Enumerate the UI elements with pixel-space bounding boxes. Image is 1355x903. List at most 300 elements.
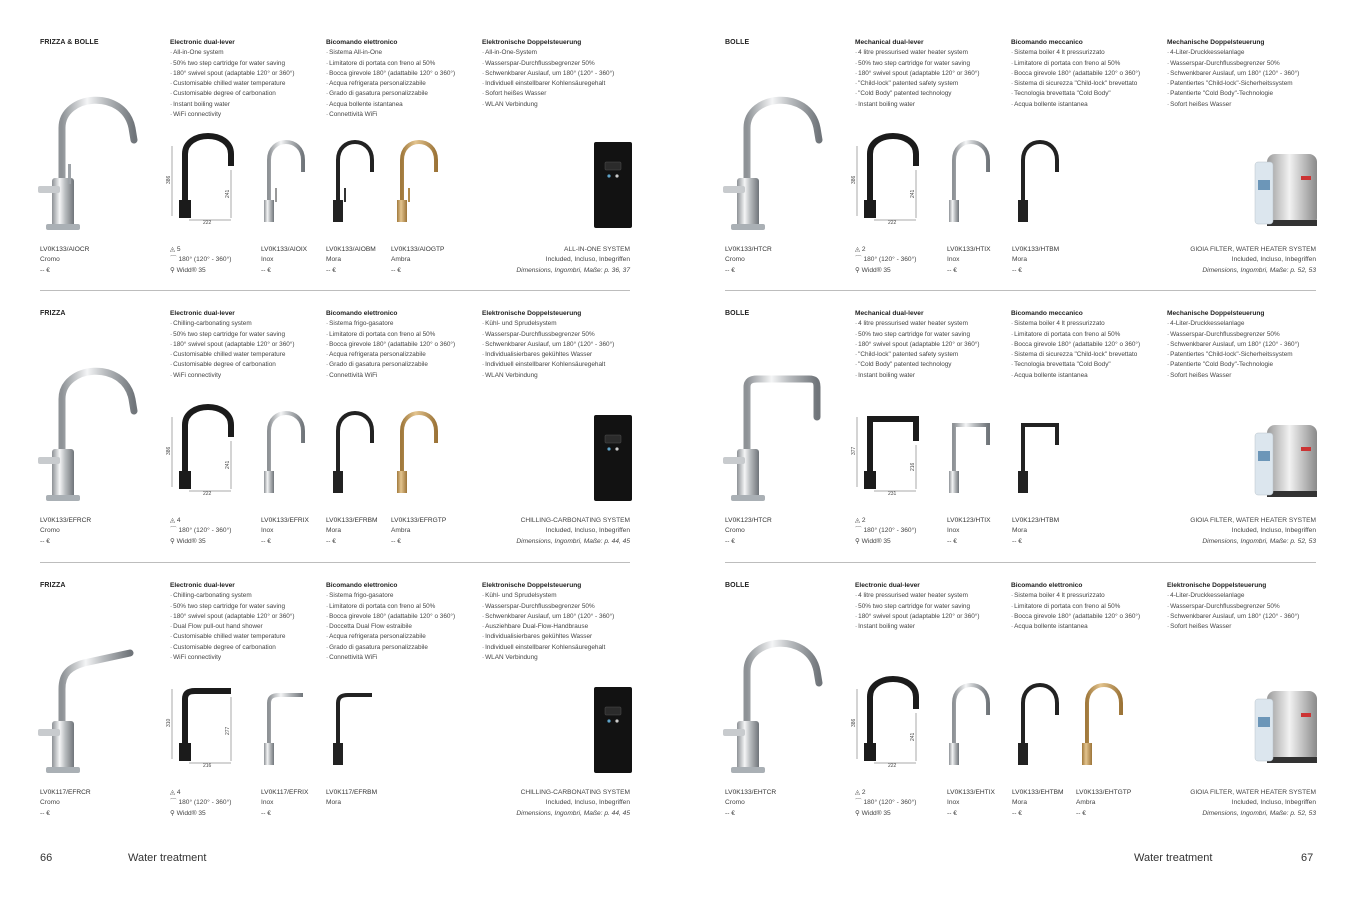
feature-line: · Wasserspar-Durchflussbegrenzer 50% <box>1167 330 1327 340</box>
product-finish: Cromo <box>40 527 60 535</box>
variant-price: -- € <box>391 266 401 274</box>
features-it <box>326 582 486 663</box>
spec-block <box>855 788 916 819</box>
feature-line: · 50% two step cartridge for water saving <box>170 59 330 69</box>
widd-icon: ⚲ <box>855 809 862 817</box>
dimension-drawing <box>167 136 239 228</box>
dimensions-reference: Dimensions, Ingombri, Maße: p. 52, 53 <box>1202 537 1316 545</box>
dimension-drawing <box>852 679 924 771</box>
dim-height: 386 <box>166 175 172 184</box>
feature-line: · Sofort heißes Wasser <box>1167 371 1327 381</box>
dim-spout: 241 <box>910 189 916 198</box>
feature-line: · Ausziehbare Dual-Flow-Handbrause <box>482 622 642 632</box>
feature-line: · 180° swivel spout (adaptable 120° or 360°) <box>170 340 330 350</box>
features-en <box>170 582 330 663</box>
product-code: LV0K123/HTCR <box>725 517 772 524</box>
features-it <box>326 310 486 381</box>
feature-line: · Schwenkbarer Auslauf, um 180° (120° - 360°) <box>482 340 642 350</box>
column-heading: Bicomando elettronico <box>326 582 398 589</box>
variant-image-inox <box>255 411 311 497</box>
feature-line: · Sofort heißes Wasser <box>482 89 642 99</box>
feature-line: · Schwenkbarer Auslauf, um 180° (120° - 360°) <box>1167 69 1327 79</box>
product-section <box>0 271 677 545</box>
chilling-unit-image <box>592 413 634 503</box>
feature-line: · Bocca girevole 180° (adattabile 120° o 360°) <box>1011 69 1171 79</box>
feature-line: · Instant boiling water <box>170 100 330 110</box>
variant-image-inox <box>255 140 311 226</box>
variant-code: LV0K117/EFRBM <box>326 789 378 796</box>
variant-image-mora <box>1009 411 1065 497</box>
product-price: -- € <box>40 537 50 545</box>
feature-line: · Instant boiling water <box>855 371 1015 381</box>
feature-line: · Patentierte "Cold Body"-Technologie <box>1167 89 1327 99</box>
flow-icon: ◬ <box>170 517 177 524</box>
spec-angle: 180° (120° - 360°) <box>178 799 232 807</box>
dim-height: 386 <box>851 718 857 727</box>
system-included: Included, Incluso, Inbegriffen <box>1231 527 1316 535</box>
section-title: BOLLE <box>725 582 750 589</box>
feature-line: · Connettività WiFi <box>326 371 486 381</box>
feature-line: · 180° swivel spout (adaptable 120° or 360°) <box>855 69 1015 79</box>
feature-line: · All-in-One system <box>170 48 330 58</box>
feature-line: · Chilling-carbonating system <box>170 591 330 601</box>
product-price: -- € <box>40 809 50 817</box>
column-heading: Bicomando elettronico <box>326 39 398 46</box>
variant-info <box>947 788 995 819</box>
spec-angle: 180° (120° - 360°) <box>863 527 917 535</box>
spec-angle: 180° (120° - 360°) <box>178 256 232 264</box>
system-name: CHILLING-CARBONATING SYSTEM <box>520 789 630 796</box>
variant-code: LV0K133/HTBM <box>1012 246 1060 253</box>
dim-reach: 222 <box>203 220 212 226</box>
features-de <box>1167 39 1327 110</box>
dim-height: 386 <box>851 175 857 184</box>
feature-line: · Wasserspar-Durchflussbegrenzer 50% <box>1167 59 1327 69</box>
feature-line: · Individuell einstellbarer Kohlensäuregehalt <box>482 79 642 89</box>
feature-line: · Bocca girevole 180° (adattabile 120° o 360°) <box>326 69 486 79</box>
product-finish: Cromo <box>725 256 745 264</box>
product-section <box>0 543 677 817</box>
dim-spout: 277 <box>225 726 231 735</box>
spec-angle: 180° (120° - 360°) <box>178 527 232 535</box>
water-heater-image <box>1251 419 1319 501</box>
variant-code: LV0K133/AIOGTP <box>391 246 445 253</box>
column-heading: Mechanical dual-lever <box>855 310 924 317</box>
system-name: CHILLING-CARBONATING SYSTEM <box>520 517 630 524</box>
variant-price: -- € <box>1012 809 1022 817</box>
variant-finish: Mora <box>1012 256 1028 264</box>
feature-line: · WiFi connectivity <box>170 371 330 381</box>
variant-code: LV0K133/EHTGTP <box>1076 789 1132 796</box>
feature-line: · Limitatore di portata con freno al 50% <box>326 330 486 340</box>
widd-icon: ⚲ <box>170 537 177 545</box>
dim-spout: 216 <box>910 462 916 471</box>
dim-spout: 241 <box>910 732 916 741</box>
feature-line: · "Child-lock" patented safety system <box>855 79 1015 89</box>
variant-code: LV0K133/AIOBM <box>326 246 376 253</box>
system-included: Included, Incluso, Inbegriffen <box>1231 256 1316 264</box>
variant-info <box>1012 788 1064 819</box>
main-faucet-image <box>709 619 829 779</box>
dim-reach: 222 <box>888 763 897 769</box>
dim-height: 310 <box>166 718 172 727</box>
variant-image-inox <box>255 683 311 769</box>
variant-finish: Mora <box>1012 527 1028 535</box>
variant-image-mora <box>1009 140 1065 226</box>
feature-line: · Wasserspar-Durchflussbegrenzer 50% <box>482 602 642 612</box>
variant-finish: Inox <box>947 256 960 264</box>
left-page <box>0 0 677 903</box>
dimension-drawing <box>167 679 239 771</box>
feature-line: · WLAN Verbindung <box>482 653 642 663</box>
feature-line: · 4-Liter-Druckkesselanlage <box>1167 319 1327 329</box>
all-in-one-unit-image <box>592 140 634 230</box>
product-code: LV0K133/EFRCR <box>40 517 92 524</box>
widd-icon: ⚲ <box>170 809 177 817</box>
variant-price: -- € <box>947 266 957 274</box>
features-de <box>482 582 642 663</box>
feature-line: · 4 litre pressurised water heater system <box>855 319 1015 329</box>
product-code: LV0K133/HTCR <box>725 246 772 253</box>
variant-finish: Inox <box>261 527 274 535</box>
column-heading: Mechanische Doppelsteuerung <box>1167 310 1265 317</box>
column-heading: Elektronische Doppelsteuerung <box>482 310 582 317</box>
product-finish: Cromo <box>40 799 60 807</box>
chapter-title: Water treatment <box>128 852 207 864</box>
feature-line: · 50% two step cartridge for water saving <box>170 602 330 612</box>
feature-line: · Schwenkbarer Auslauf, um 180° (120° - 360°) <box>482 69 642 79</box>
product-code: LV0K133/AIOCR <box>40 246 90 253</box>
variant-image-inox <box>940 140 996 226</box>
feature-line: · Kühl- und Sprudelsystem <box>482 319 642 329</box>
feature-line: · "Cold Body" patented technology <box>855 360 1015 370</box>
feature-line: · Wasserspar-Durchflussbegrenzer 50% <box>482 59 642 69</box>
system-name: GIOIA FILTER, WATER HEATER SYSTEM <box>1190 246 1316 253</box>
feature-line: · Limitatore di portata con freno al 50% <box>326 59 486 69</box>
variant-price: -- € <box>1076 809 1086 817</box>
variant-finish: Inox <box>261 799 274 807</box>
variant-price: -- € <box>947 809 957 817</box>
dim-height: 386 <box>166 446 172 455</box>
product-code: LV0K133/EHTCR <box>725 789 777 796</box>
system-included: Included, Incluso, Inbegriffen <box>1231 799 1316 807</box>
system-included: Included, Incluso, Inbegriffen <box>545 527 630 535</box>
feature-line: · Individualisierbares gekühltes Wasser <box>482 350 642 360</box>
features-de <box>482 310 642 381</box>
variant-price: -- € <box>326 266 336 274</box>
feature-line: · Connettività WiFi <box>326 110 486 120</box>
feature-line: · 50% two step cartridge for water saving <box>170 330 330 340</box>
feature-line: · Limitatore di portata con freno al 50% <box>1011 602 1171 612</box>
feature-line: · Sistema boiler 4 lt pressurizzato <box>1011 48 1171 58</box>
page-number: 67 <box>1301 852 1314 864</box>
variant-price: -- € <box>261 537 271 545</box>
feature-line: · 180° swivel spout (adaptable 120° or 360°) <box>855 340 1015 350</box>
product-code: LV0K117/EFRCR <box>40 789 91 796</box>
variant-finish: Mora <box>326 256 342 264</box>
feature-line: · WLAN Verbindung <box>482 371 642 381</box>
features-it <box>326 39 486 120</box>
dim-reach: 222 <box>203 491 212 497</box>
feature-line: · Acqua refrigerata personalizzabile <box>326 79 486 89</box>
feature-line: · WiFi connectivity <box>170 110 330 120</box>
feature-line: · 180° swivel spout (adaptable 120° or 360°) <box>855 612 1015 622</box>
variant-price: -- € <box>391 537 401 545</box>
variant-finish: Inox <box>947 527 960 535</box>
dim-height: 377 <box>851 446 857 455</box>
section-title: BOLLE <box>725 310 750 317</box>
dimensions-reference: Dimensions, Ingombri, Maße: p. 52, 53 <box>1202 809 1316 817</box>
product-price: -- € <box>725 537 735 545</box>
feature-line: · Schwenkbarer Auslauf, um 180° (120° - 360°) <box>1167 612 1327 622</box>
features-de <box>1167 582 1327 632</box>
water-heater-image <box>1251 685 1319 767</box>
system-included: Included, Incluso, Inbegriffen <box>545 799 630 807</box>
feature-line: · Customisable chilled water temperature <box>170 79 330 89</box>
feature-line: · Sofort heißes Wasser <box>1167 100 1327 110</box>
system-name: ALL-IN-ONE SYSTEM <box>564 246 630 253</box>
feature-line: · Bocca girevole 180° (adattabile 120° o 360°) <box>326 612 486 622</box>
dim-reach: 216 <box>203 763 212 769</box>
variant-image-mora <box>1009 683 1065 769</box>
spec-flow: 4 <box>176 517 181 524</box>
features-en <box>855 582 1015 632</box>
feature-line: · Individuell einstellbarer Kohlensäuregehalt <box>482 360 642 370</box>
feature-line: · Patentierte "Cold Body"-Technologie <box>1167 360 1327 370</box>
feature-line: · Sistema All-in-One <box>326 48 486 58</box>
feature-line: · Grado di gasatura personalizzabile <box>326 643 486 653</box>
variant-info <box>326 788 377 809</box>
feature-line: · Sistema frigo-gasatore <box>326 591 486 601</box>
variant-code: LV0K117/EFRIX <box>261 789 309 796</box>
feature-line: · Acqua refrigerata personalizzabile <box>326 632 486 642</box>
product-finish: Cromo <box>40 256 60 264</box>
variant-image-ambra <box>388 140 444 226</box>
feature-line: · Bocca girevole 180° (adattabile 120° o 360°) <box>1011 612 1171 622</box>
variant-info <box>261 788 308 819</box>
dim-reach: 231 <box>888 491 897 497</box>
main-faucet-image <box>24 76 144 236</box>
feature-line: · Individuell einstellbarer Kohlensäuregehalt <box>482 643 642 653</box>
flow-icon: ◬ <box>170 246 177 253</box>
main-product-info <box>725 788 776 819</box>
main-faucet-image <box>24 347 144 507</box>
dim-spout: 241 <box>225 460 231 469</box>
page-number: 66 <box>40 852 53 864</box>
chilling-unit-image <box>592 685 634 775</box>
column-heading: Bicomando meccanico <box>1011 39 1083 46</box>
dimensions-reference: Dimensions, Ingombri, Maße: p. 44, 45 <box>516 809 630 817</box>
column-heading: Mechanische Doppelsteuerung <box>1167 39 1265 46</box>
product-section <box>685 543 1355 817</box>
variant-finish: Ambra <box>391 527 411 535</box>
variant-image-ambra <box>388 411 444 497</box>
dimension-drawing <box>167 407 239 499</box>
main-faucet-image <box>24 619 144 779</box>
spec-flow: 2 <box>861 517 866 524</box>
variant-info <box>1076 788 1131 819</box>
variant-code: LV0K133/AIOIX <box>261 246 308 253</box>
flow-icon: ◬ <box>170 789 177 796</box>
spec-flow: 2 <box>861 789 866 796</box>
feature-line: · Patentiertes "Child-lock"-Sicherheitssystem <box>1167 79 1327 89</box>
spec-widd: Widd® 35 <box>176 537 206 545</box>
dimensions-reference: Dimensions, Ingombri, Maße: p. 36, 37 <box>516 266 630 274</box>
variant-code: LV0K133/EFRIX <box>261 517 309 524</box>
variant-price: -- € <box>261 266 271 274</box>
column-heading: Elektronische Doppelsteuerung <box>1167 582 1267 589</box>
variant-image-inox <box>940 411 996 497</box>
variant-code: LV0K133/EHTIX <box>947 789 995 796</box>
feature-line: · Acqua bollente istantanea <box>1011 100 1171 110</box>
feature-line: · 4 litre pressurised water heater system <box>855 48 1015 58</box>
spec-widd: Widd® 35 <box>861 809 891 817</box>
feature-line: · Acqua refrigerata personalizzabile <box>326 350 486 360</box>
features-en <box>855 39 1015 110</box>
main-faucet-image <box>709 347 829 507</box>
variant-finish: Inox <box>261 256 274 264</box>
swivel-icon: ⌒ <box>170 527 179 535</box>
feature-line: · Grado di gasatura personalizzabile <box>326 360 486 370</box>
flow-icon: ◬ <box>855 789 862 796</box>
dimension-drawing <box>852 136 924 228</box>
column-heading: Electronic dual-lever <box>170 582 235 589</box>
dim-reach: 222 <box>888 220 897 226</box>
column-heading: Elektronische Doppelsteuerung <box>482 39 582 46</box>
spec-flow: 4 <box>176 789 181 796</box>
spec-angle: 180° (120° - 360°) <box>863 799 917 807</box>
feature-line: · Bocca girevole 180° (adattabile 120° o 360°) <box>326 340 486 350</box>
feature-line: · "Child-lock" patented safety system <box>855 350 1015 360</box>
section-title: FRIZZA & BOLLE <box>40 39 99 46</box>
variant-price: -- € <box>947 537 957 545</box>
product-section <box>0 0 677 274</box>
dimension-drawing <box>852 407 924 499</box>
spec-flow: 5 <box>176 246 181 253</box>
feature-line: · Limitatore di portata con freno al 50% <box>1011 330 1171 340</box>
section-title: FRIZZA <box>40 582 66 589</box>
section-title: BOLLE <box>725 39 750 46</box>
product-price: -- € <box>40 266 50 274</box>
swivel-icon: ⌒ <box>855 256 864 264</box>
feature-line: · Customisable chilled water temperature <box>170 350 330 360</box>
feature-line: · WiFi connectivity <box>170 653 330 663</box>
feature-line: · Wasserspar-Durchflussbegrenzer 50% <box>1167 602 1327 612</box>
column-heading: Electronic dual-lever <box>170 39 235 46</box>
column-heading: Elektronische Doppelsteuerung <box>482 582 582 589</box>
variant-image-inox <box>940 683 996 769</box>
feature-line: · Individualisierbares gekühltes Wasser <box>482 632 642 642</box>
variant-finish: Mora <box>326 799 342 807</box>
column-heading: Electronic dual-lever <box>855 582 920 589</box>
system-name: GIOIA FILTER, WATER HEATER SYSTEM <box>1190 789 1316 796</box>
feature-line: · Acqua bollente istantanea <box>1011 622 1171 632</box>
section-title: FRIZZA <box>40 310 66 317</box>
feature-line: · All-in-One-System <box>482 48 642 58</box>
variant-price: -- € <box>1012 266 1022 274</box>
feature-line: · WLAN Verbindung <box>482 100 642 110</box>
feature-line: · Sistema boiler 4 lt pressurizzato <box>1011 319 1171 329</box>
feature-line: · Patentiertes "Child-lock"-Sicherheitssystem <box>1167 350 1327 360</box>
feature-line: · Connettività WiFi <box>326 653 486 663</box>
product-finish: Cromo <box>725 527 745 535</box>
system-info <box>516 788 630 819</box>
spec-widd: Widd® 35 <box>176 809 206 817</box>
feature-line: · 180° swivel spout (adaptable 120° or 360°) <box>170 612 330 622</box>
feature-line: · Dual Flow pull-out hand shower <box>170 622 330 632</box>
variant-code: LV0K123/HTBM <box>1012 517 1060 524</box>
spec-angle: 180° (120° - 360°) <box>863 256 917 264</box>
main-product-info <box>40 788 91 819</box>
variant-code: LV0K123/HTIX <box>947 517 991 524</box>
product-section <box>685 271 1355 545</box>
variant-code: LV0K133/HTIX <box>947 246 991 253</box>
column-heading: Bicomando meccanico <box>1011 310 1083 317</box>
main-faucet-image <box>709 76 829 236</box>
right-page <box>685 0 1355 903</box>
dim-spout: 241 <box>225 189 231 198</box>
spec-widd: Widd® 35 <box>861 537 891 545</box>
feature-line: · Sistema frigo-gasatore <box>326 319 486 329</box>
feature-line: · Sistema di sicurezza "Child-lock" brevettato <box>1011 350 1171 360</box>
variant-code: LV0K133/EFRBM <box>326 517 378 524</box>
column-heading: Mechanical dual-lever <box>855 39 924 46</box>
feature-line: · "Cold Body" patented technology <box>855 89 1015 99</box>
variant-finish: Inox <box>947 799 960 807</box>
feature-line: · Kühl- und Sprudelsystem <box>482 591 642 601</box>
feature-line: · 50% two step cartridge for water saving <box>855 59 1015 69</box>
features-en <box>170 310 330 381</box>
chapter-title: Water treatment <box>1134 852 1213 864</box>
spec-flow: 2 <box>861 246 866 253</box>
features-en <box>170 39 330 120</box>
dimensions-reference: Dimensions, Ingombri, Maße: p. 44, 45 <box>516 537 630 545</box>
features-it <box>1011 310 1171 381</box>
product-section <box>685 0 1355 274</box>
widd-icon: ⚲ <box>170 266 177 274</box>
variant-price: -- € <box>326 537 336 545</box>
feature-line: · Customisable chilled water temperature <box>170 632 330 642</box>
variant-image-mora <box>324 140 380 226</box>
feature-line: · 50% two step cartridge for water saving <box>855 602 1015 612</box>
swivel-icon: ⌒ <box>855 527 864 535</box>
flow-icon: ◬ <box>855 517 862 524</box>
system-included: Included, Incluso, Inbegriffen <box>545 256 630 264</box>
feature-line: · 4-Liter-Druckkesselanlage <box>1167 591 1327 601</box>
feature-line: · Sofort heißes Wasser <box>1167 622 1327 632</box>
flow-icon: ◬ <box>855 246 862 253</box>
spec-widd: Widd® 35 <box>176 266 206 274</box>
feature-line: · Customisable degree of carbonation <box>170 643 330 653</box>
feature-line: · Sistema boiler 4 lt pressurizzato <box>1011 591 1171 601</box>
feature-line: · Doccetta Dual Flow estraibile <box>326 622 486 632</box>
product-finish: Cromo <box>725 799 745 807</box>
features-en <box>855 310 1015 381</box>
variant-finish: Ambra <box>391 256 411 264</box>
feature-line: · Tecnologia brevettata "Cold Body" <box>1011 89 1171 99</box>
variant-price: -- € <box>261 809 271 817</box>
feature-line: · Customisable degree of carbonation <box>170 360 330 370</box>
features-it <box>1011 39 1171 110</box>
swivel-icon: ⌒ <box>170 256 179 264</box>
feature-line: · Schwenkbarer Auslauf, um 180° (120° - 360°) <box>1167 340 1327 350</box>
feature-line: · Limitatore di portata con freno al 50% <box>1011 59 1171 69</box>
feature-line: · Instant boiling water <box>855 100 1015 110</box>
dimensions-reference: Dimensions, Ingombri, Maße: p. 52, 53 <box>1202 266 1316 274</box>
variant-image-ambra <box>1073 683 1129 769</box>
variant-finish: Mora <box>326 527 342 535</box>
feature-line: · 180° swivel spout (adaptable 120° or 360°) <box>170 69 330 79</box>
